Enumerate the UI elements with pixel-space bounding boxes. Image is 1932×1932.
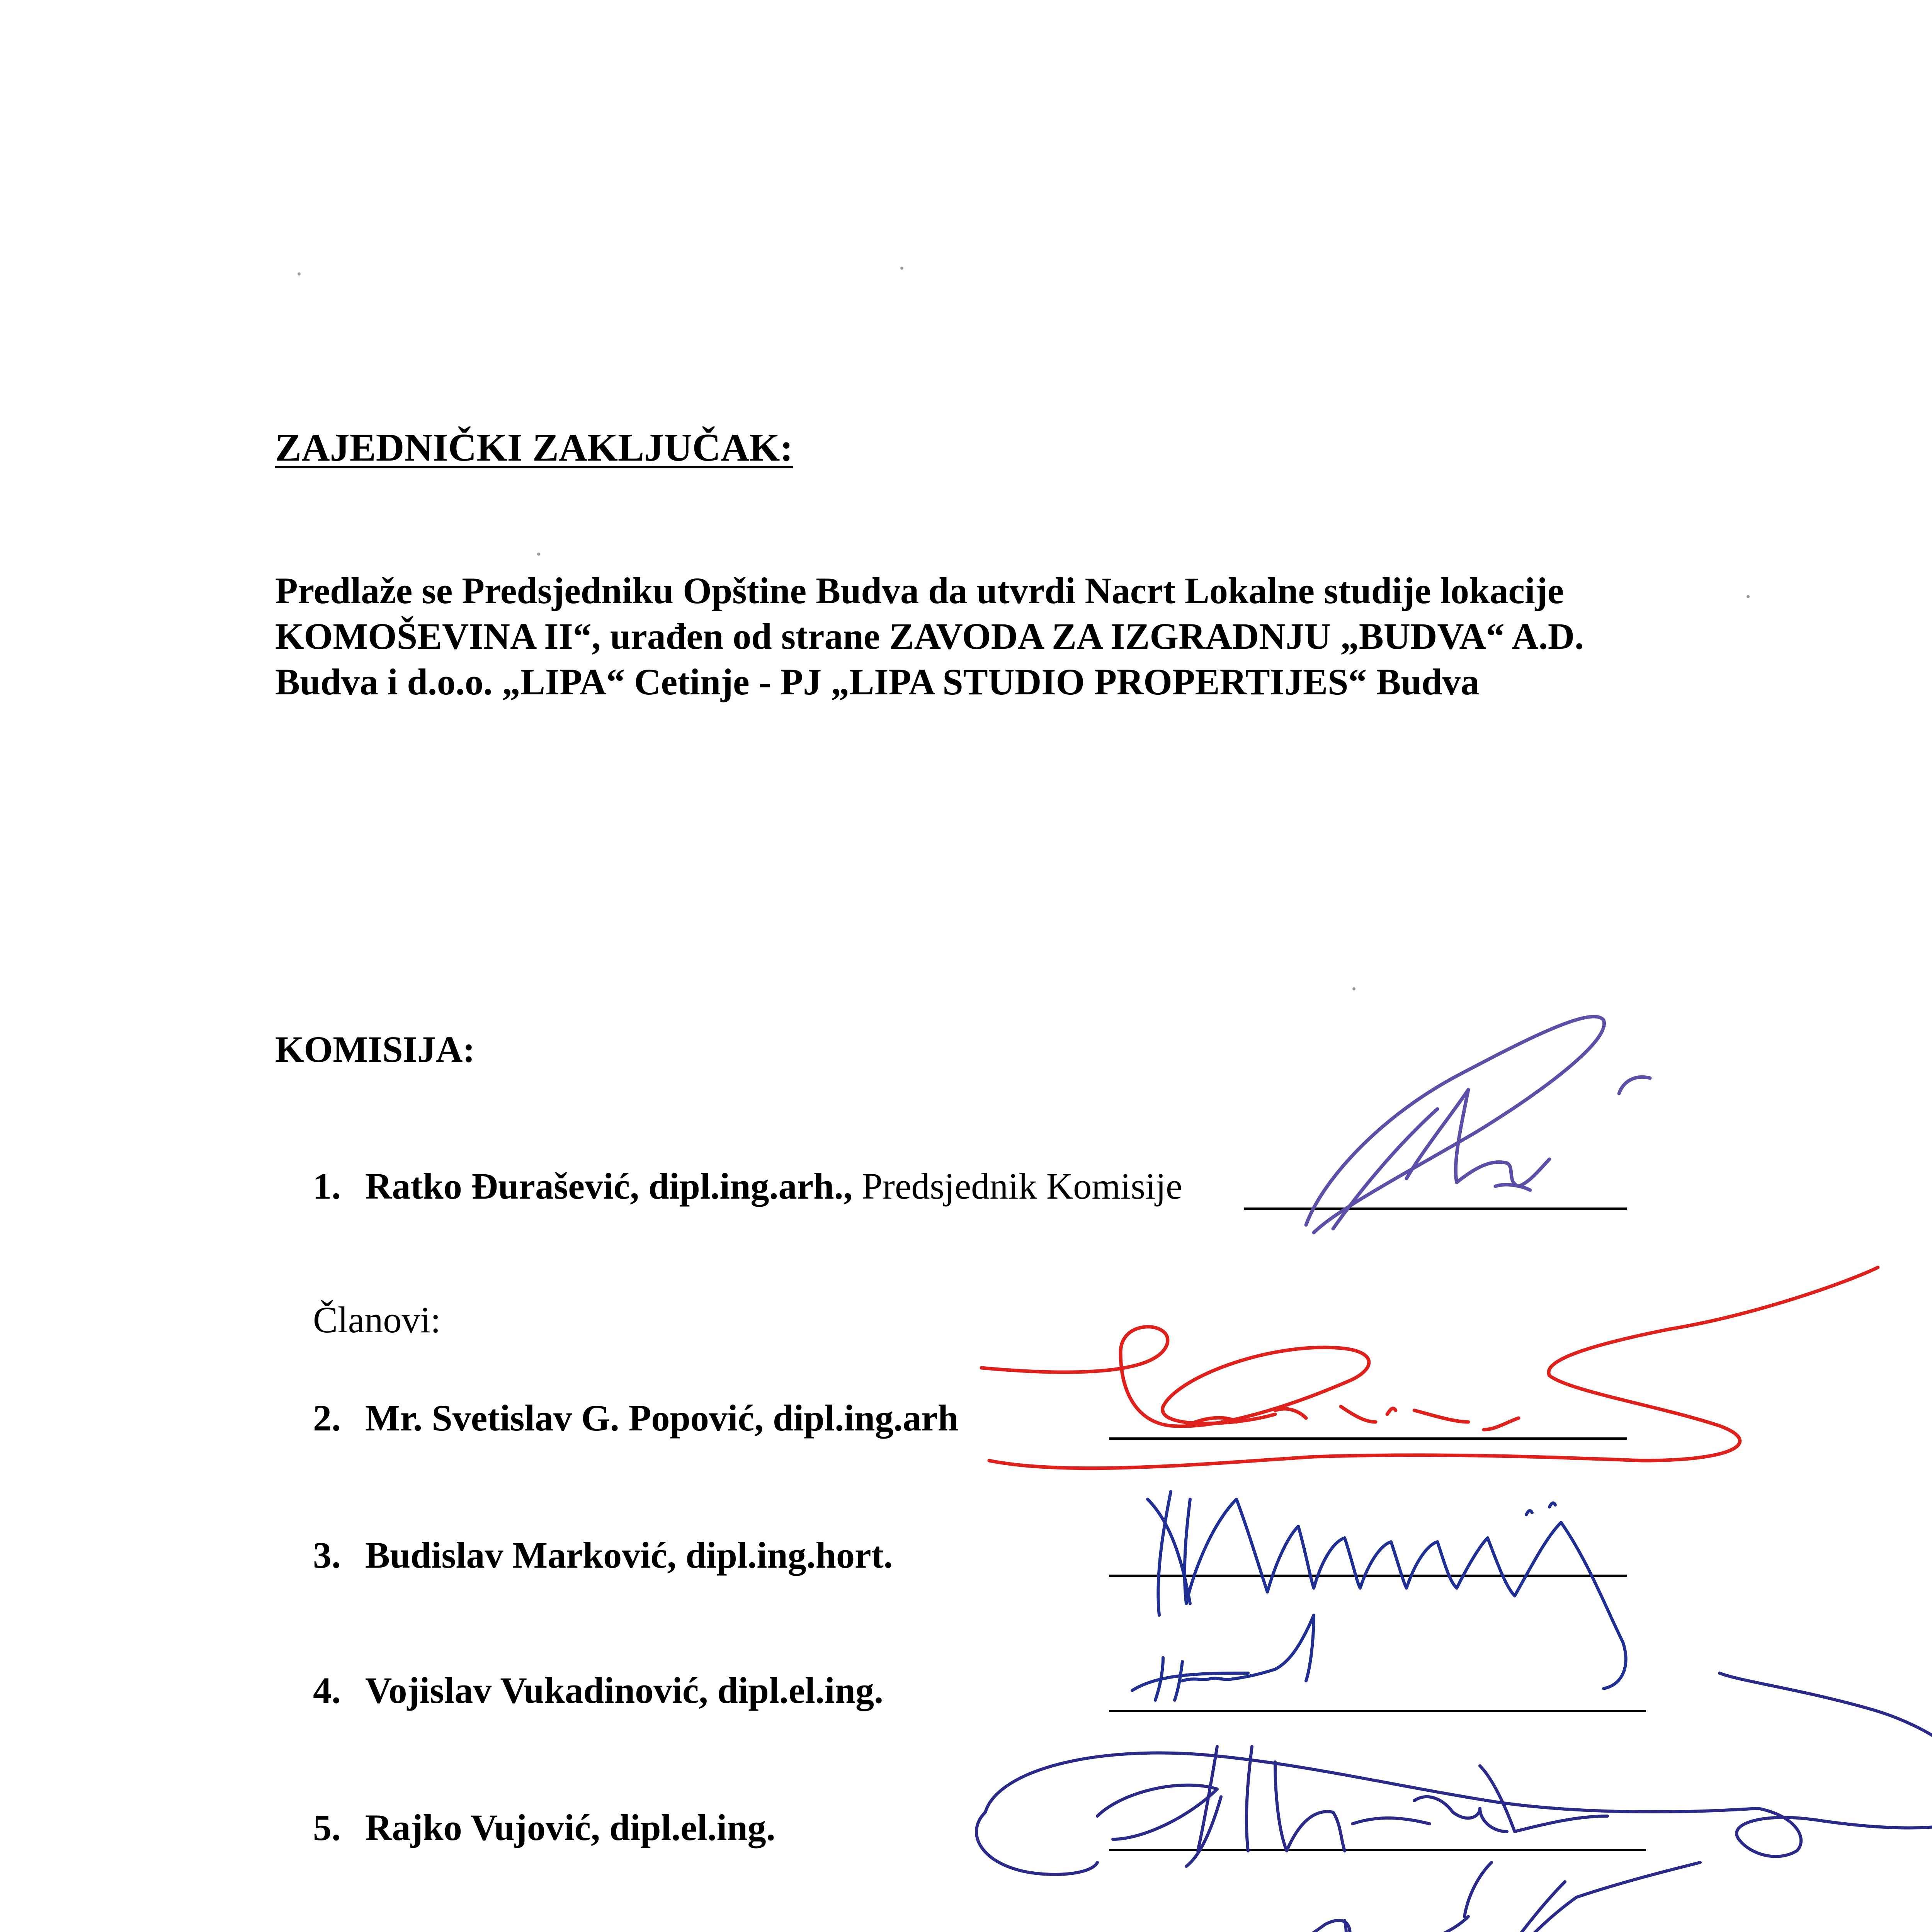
- scan-speck: [1747, 595, 1750, 598]
- member-name: Mr. Svetislav G. Popović, dipl.ing.arh: [365, 1397, 959, 1439]
- signature-line-4: [1109, 1710, 1646, 1712]
- scan-speck: [298, 272, 301, 276]
- list-number: 2.: [313, 1397, 341, 1439]
- member-name: Vojislav Vukadinović, dipl.el.ing.: [365, 1670, 883, 1711]
- conclusion-line: Predlaže se Predsjedniku Opštine Budva da utvrdi Nacrt Lokalne studije lokacije: [275, 570, 1564, 611]
- conclusion-line: Budva i d.o.o. „LIPA“ Cetinje - PJ „LIPA STUDIO PROPERTIJES“ Budva: [275, 661, 1480, 702]
- conclusion-text: [275, 568, 1584, 705]
- president-name: Ratko Đurašević, dipl.ing.arh.,: [365, 1165, 853, 1207]
- signature-line-5: [1109, 1849, 1646, 1851]
- list-number: 3.: [313, 1534, 341, 1576]
- conclusion-line: KOMOŠEVINA II“, urađen od strane ZAVODA ZA IZGRADNJU „BUDVA“ A.D.: [275, 616, 1584, 657]
- member-name: Budislav Marković, dipl.ing.hort.: [365, 1534, 893, 1576]
- member-row: [313, 1534, 893, 1577]
- document-heading: ZAJEDNIČKI ZAKLJUČAK:: [275, 426, 793, 469]
- signature-line-2: [1109, 1437, 1627, 1440]
- signature-line-1: [1244, 1208, 1627, 1210]
- commission-label: KOMISIJA:: [275, 1029, 475, 1070]
- member-row: [313, 1397, 958, 1439]
- signature-1: [1306, 1017, 1650, 1233]
- signature-5: [976, 1673, 1932, 1874]
- scan-speck: [1352, 987, 1355, 990]
- member-name: Rajko Vujović, dipl.el.ing.: [365, 1807, 776, 1848]
- scan-speck: [537, 553, 540, 556]
- signature-4: [1132, 1615, 1314, 1700]
- list-number: 1.: [313, 1165, 341, 1207]
- signature-line-3: [1109, 1575, 1627, 1577]
- signature-6: [1214, 1862, 1700, 1932]
- signature-3: [1148, 1492, 1626, 1689]
- president-role: Predsjednik Komisije: [852, 1165, 1182, 1207]
- member-row: [313, 1669, 883, 1712]
- member-row: [313, 1806, 776, 1849]
- president-row: [313, 1165, 1182, 1208]
- list-number: 4.: [313, 1670, 341, 1711]
- scan-speck: [900, 267, 903, 270]
- members-label: Članovi:: [313, 1299, 441, 1340]
- list-number: 5.: [313, 1807, 341, 1848]
